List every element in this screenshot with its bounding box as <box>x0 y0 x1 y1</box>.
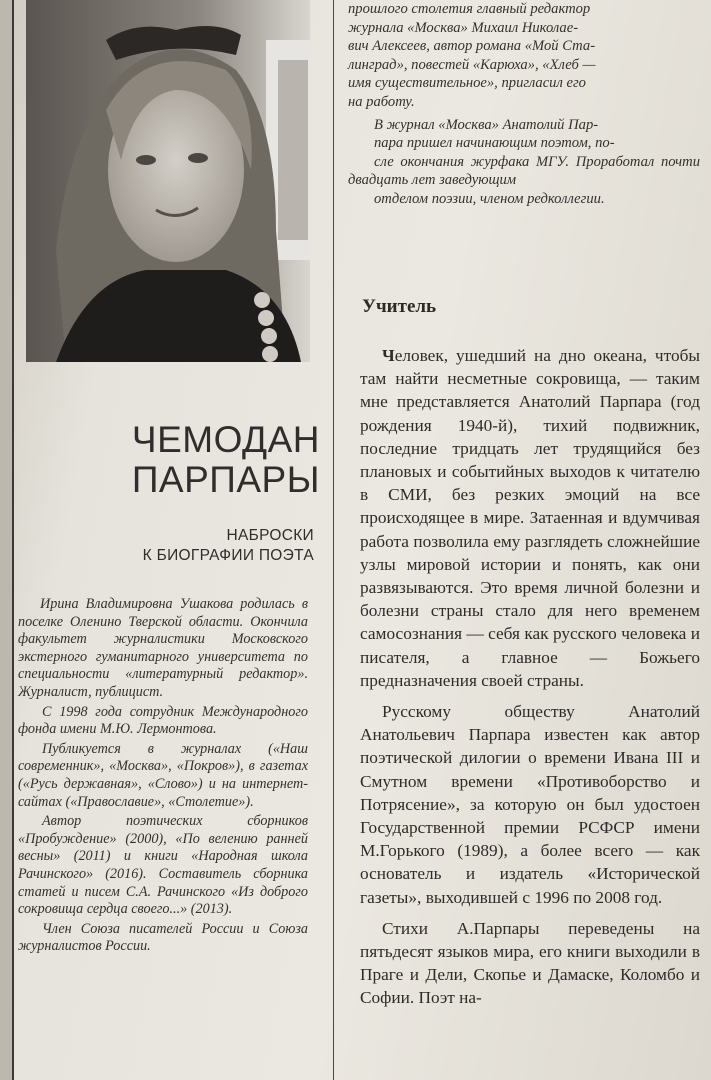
intro-text <box>348 0 700 213</box>
body-text: еловек, ушедший на дно океана, чтобы там найти несметные сокровища, — таким мне представляется Анатолий Парпара (год рождения 1940-й), тихий подвижник, последние тридцать лет трудящийся без плановых и событийных выходов к читателю в СМИ, без резких эмоций на все происходящее в мире. Затаенная и вдумчивая работа позволила ему разглядеть сложнейшие узлы мировой истории и понять, как они развязываются. Это время личной болезни и болезни страны стало для него временем самосознания — себя как русского человека и писателя, а главное — Божьего предназначения своей страны. <box>360 346 700 690</box>
intro-line: В журнал «Москва» Анатолий Пар- <box>374 116 599 133</box>
intro-line: сле окончания журфака МГУ. Проработал почти двадцать лет заведующим <box>348 153 700 189</box>
intro-line: имя существительное», пригласил его <box>348 75 586 92</box>
intro-line: линград», повестей «Карюха», «Хлеб — <box>348 56 596 73</box>
intro-paragraph-1 <box>348 0 700 112</box>
intro-paragraph-2 <box>348 116 700 209</box>
author-portrait <box>26 0 310 362</box>
subtitle-line-1: НАБРОСКИ <box>226 527 314 544</box>
intro-line: на работу. <box>348 93 415 110</box>
intro-line: отделом поэзии, членом редколлегии. <box>374 190 605 207</box>
intro-line: прошлого столетия главный редактор <box>348 1 591 17</box>
body-paragraph-1 <box>360 344 700 692</box>
article-title <box>120 420 320 500</box>
bio-paragraph: Автор поэтических сборников «Пробуждение» (2000), «По велению ранней весны» (2011) и книги «Народная школа Рачинского» (2016). Составитель сборника статей и писем С.А. Рачинского «Из доброго сокровища сердца своего...» (2013). <box>18 813 308 918</box>
intro-line: пара пришел начинающим поэтом, по- <box>374 135 615 152</box>
body-paragraph-3: Стихи А.Парпары переведены на пятьдесят языков мира, его книги выходили в Праге и Дели, Скопье и Дамаске, Коломбо и Софии. Поэт на- <box>360 918 700 1008</box>
bio-paragraph: С 1998 года сотрудник Международного фонда имени М.Ю. Лермонтова. <box>18 703 308 738</box>
column-rule <box>333 0 334 1080</box>
bio-paragraph: Публикуется в журналах («Наш современник», «Москва», «Покров»), в газетах («Русь державная», «Слово») и на интернет-сайтах («Православие», «Столетие»). <box>18 740 308 810</box>
intro-line: журнала «Москва» Михаил Николае- <box>348 19 579 36</box>
bio-paragraph: Член Союза писателей России и Союза журналистов России. <box>18 920 308 955</box>
intro-line: вич Алексеев, автор романа «Мой Ста- <box>348 38 596 55</box>
title-line-1: ЧЕМОДАН <box>131 419 320 460</box>
section-heading: Учитель <box>362 296 437 317</box>
portrait-image <box>26 0 310 362</box>
article-body <box>360 344 700 1018</box>
bio-paragraph: Ирина Владимировна Ушакова родилась в поселке Оленино Тверской области. Окончила факультет журналистики Московского экстерного гуманитарного университета по специальности «литературный редактор». Журналист, публицист. <box>18 596 308 700</box>
body-paragraph-2: Русскому обществу Анатолий Анатольевич Парпара известен как автор поэтической дилогии о времени Ивана III и Смутном времени «Противоборство и Потрясение», за которую он был удостоен Государственной премии РСФСР имени М.Горького (1989), а более всего — как основатель и издатель «Исторической газеты», выходившей с 1996 по 2008 год. <box>360 702 700 907</box>
author-bio <box>18 596 308 958</box>
page-edge <box>0 0 12 1080</box>
subtitle-line-2: К БИОГРАФИИ ПОЭТА <box>142 547 314 564</box>
drop-cap: Ч <box>382 346 395 365</box>
left-rule <box>12 0 14 1080</box>
article-subtitle <box>60 526 314 566</box>
title-line-2: ПАРПАРЫ <box>131 459 320 500</box>
